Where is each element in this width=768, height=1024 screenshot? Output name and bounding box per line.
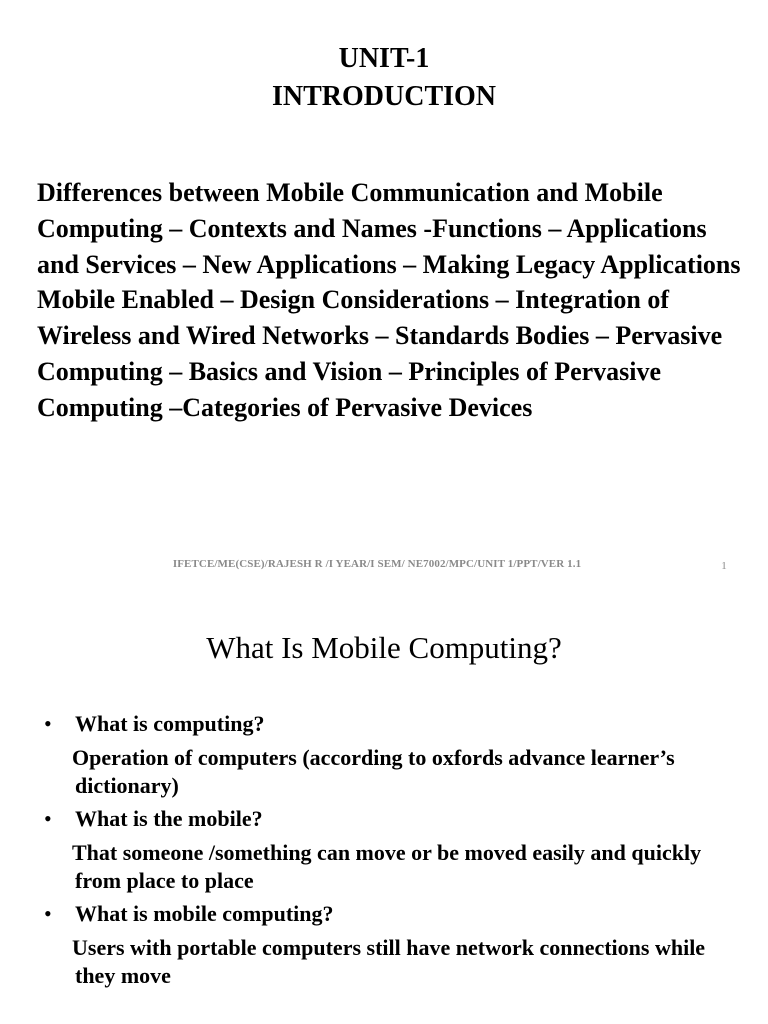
syllabus-topics: Differences between Mobile Communication and Mobile Computing – Contexts and Names -Functions – Applications and Services – New Applications – Making Legacy Applications Mobile Enabled – Design Considerations – Integration of Wireless and Wired Networks – Standards Bodies – Pervasive Computing – Basics and Vision – Principles of Pervasive Computing –Categories of Pervasive Devices <box>37 178 741 422</box>
list-item <box>0 710 768 799</box>
answer-text: Operation of computers (according to oxfords advance learner’s dictionary) <box>72 745 675 798</box>
page-number: 1 <box>721 560 727 572</box>
slide-title: What Is Mobile Computing? <box>206 630 562 665</box>
unit-number: UNIT-1 <box>338 43 430 74</box>
bullet-icon: • <box>44 901 52 926</box>
list-item <box>0 805 768 894</box>
slide-footer: IFETCE/ME(CSE)/RAJESH R /I YEAR/I SEM/ NE7002/MPC/UNIT 1/PPT/VER 1.1 <box>172 558 582 570</box>
list-item <box>0 900 768 989</box>
answer-text: That someone /something can move or be moved easily and quickly from place to place <box>72 840 702 893</box>
question-text: What is the mobile? <box>75 806 263 831</box>
answer-text: Users with portable computers still have network connections while they move <box>72 935 706 988</box>
definition-list <box>0 710 768 995</box>
slide-what-is-mobile-computing <box>0 600 768 1024</box>
unit-title <box>0 40 768 116</box>
question-text: What is mobile computing? <box>75 901 334 926</box>
bullet-icon: • <box>44 806 52 831</box>
unit-heading: INTRODUCTION <box>271 81 497 112</box>
bullet-icon: • <box>44 711 52 736</box>
question-text: What is computing? <box>75 711 265 736</box>
